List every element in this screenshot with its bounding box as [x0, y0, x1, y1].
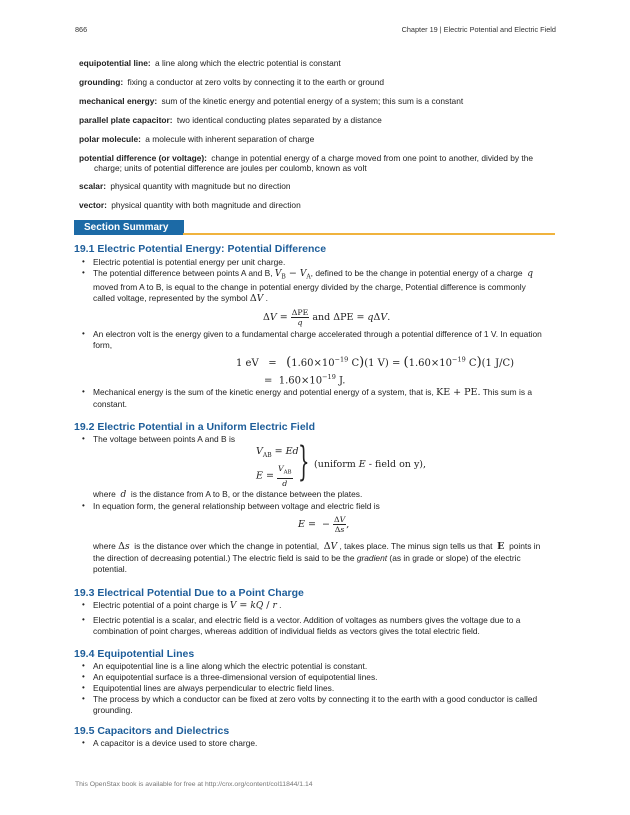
bullet-text-cont: moved from A to B, is equal to the change in potential energy divided by the charge, Potential difference is commonly: [93, 282, 526, 292]
glossary-def: a molecule with inherent separation of charge: [145, 134, 315, 144]
bullet-icon: •: [82, 600, 85, 609]
bullet-icon: •: [82, 257, 85, 266]
bullet-icon: •: [82, 387, 85, 396]
glossary-term: potential difference (or voltage):: [79, 153, 207, 163]
where-text-cont: potential.: [93, 564, 127, 574]
bullet-text: Mechanical energy is the sum of the kinetic energy and potential energy of a system, that is, KE + PE. This sum is a: [93, 387, 533, 398]
glossary-entry: [79, 134, 559, 144]
glossary-term: grounding:: [79, 77, 124, 87]
footer-text: This OpenStax book is available for free at http://cnx.org/content/col11844/1.14: [75, 781, 313, 788]
bullet-text: Equipotential lines are always perpendicular to electric field lines.: [93, 683, 335, 693]
bullet-text: In equation form, the general relationship between voltage and electric field is: [93, 501, 380, 511]
glossary-term: equipotential line:: [79, 58, 151, 68]
bullet-icon: •: [82, 738, 85, 747]
bullet-icon: •: [82, 661, 85, 670]
bullet-text: Electric potential is potential energy per unit charge.: [93, 257, 286, 267]
glossary-term: vector:: [79, 200, 107, 210]
equation-e-field: E = $\frac{V_{AB}}{d}$: [256, 464, 292, 488]
where-text: where d is the distance from A to B, or the distance between the plates.: [93, 489, 363, 500]
bullet-text-cont: called voltage, represented by the symbol ΔV .: [93, 293, 268, 304]
bullet-text: A capacitor is a device used to store charge.: [93, 738, 258, 748]
where-text-cont: the direction of decreasing potential.) The electric field is said to be the gradient (as in grade or slope) of the electric: [93, 553, 521, 563]
equation-delta-v: ΔV = $\frac{\text{ΔPE}}{q}$ and ΔPE = qΔV.: [263, 308, 391, 327]
glossary-entry: [79, 200, 559, 210]
bullet-text: Electric potential of a point charge is V = kQ / r .: [93, 600, 282, 611]
glossary-term: scalar:: [79, 181, 107, 191]
glossary-def: sum of the kinetic energy and potential energy of a system; this sum is a constant: [161, 96, 464, 106]
bullet-text: The process by which a conductor can be fixed at zero volts by connecting it to the earth with a good conductor is called: [93, 694, 538, 704]
heading-19-3: 19.3 Electrical Potential Due to a Point Charge: [74, 587, 304, 599]
bullet-icon: •: [82, 683, 85, 692]
bullet-icon: •: [82, 268, 85, 277]
glossary-entry: [79, 115, 559, 125]
where-text: where Δs is the distance over which the change in potential, ΔV , takes place. The minus sign tells us that E points in: [93, 541, 541, 552]
bullet-icon: •: [82, 672, 85, 681]
equation-electron-volt-result: = $1.60\times 10^{-19}$ J.: [264, 373, 346, 387]
bullet-text: Electric potential is a scalar, and electric field is a vector. Addition of voltages as numbers gives the voltage due to a: [93, 615, 521, 625]
bullet-text: The potential difference between points A and B, $V_B - V_A$, defined to be the change in potential energy of a charge q: [93, 268, 533, 281]
glossary-entry: [79, 153, 559, 174]
bullet-icon: •: [82, 329, 85, 338]
glossary-entry: [79, 96, 559, 106]
bullet-text-cont: constant.: [93, 399, 127, 409]
heading-19-4: 19.4 Equipotential Lines: [74, 648, 195, 660]
glossary-def: physical quantity with magnitude but no direction: [110, 181, 291, 191]
glossary-def: change in potential energy of a charge moved from one point to another, divided by the: [211, 153, 534, 163]
bullet-icon: •: [82, 501, 85, 510]
equation-uniform-note: (uniform E - field on y),: [314, 459, 427, 470]
chapter-title: Chapter 19 | Electric Potential and Electric Field: [401, 25, 556, 34]
equation-electron-volt: 1 eV = ($1.60\times 10^{-19}$ C)(1 $V) = (1.60\times 10^{-19}$ C)(1 J/C): [236, 355, 515, 370]
equation-gradient: E = − $\frac{\Delta V}{\Delta s}$ ,: [298, 515, 350, 534]
brace-icon: }: [298, 439, 310, 485]
bullet-icon: •: [82, 694, 85, 703]
bullet-icon: •: [82, 434, 85, 443]
glossary-term: polar molecule:: [79, 134, 141, 144]
bullet-text: An electron volt is the energy given to a fundamental charge accelerated through a potential difference of 1 V. In equation: [93, 329, 542, 339]
glossary-def-continued: charge; units of potential difference are joules per coulomb, known as volt: [94, 163, 367, 174]
glossary-def: fixing a conductor at zero volts by connecting it to the earth or ground: [127, 77, 385, 87]
section-summary-title: Section Summary: [84, 222, 169, 233]
bullet-icon: •: [82, 615, 85, 624]
glossary-entry: [79, 181, 559, 191]
glossary-def: a line along which the electric potential is constant: [154, 58, 341, 68]
equation-vab: $V_{AB} = Ed$: [256, 446, 299, 459]
section-divider: [183, 233, 555, 235]
heading-19-1: 19.1 Electric Potential Energy: Potential Difference: [74, 243, 327, 255]
heading-19-2: 19.2 Electric Potential in a Uniform Electric Field: [74, 421, 315, 433]
glossary-def: two identical conducting plates separated by a distance: [176, 115, 382, 125]
page-number: 866: [75, 25, 88, 34]
bullet-text: An equipotential surface is a three-dimensional version of equipotential lines.: [93, 672, 378, 682]
glossary-term: mechanical energy:: [79, 96, 158, 106]
bullet-text-cont: form,: [93, 340, 113, 350]
bullet-text-cont: grounding.: [93, 705, 133, 715]
glossary-entry: [79, 58, 559, 68]
bullet-text-cont: combination of point charges, whereas addition of individual fields as vectors gives the total electric field.: [93, 626, 480, 636]
heading-19-5: 19.5 Capacitors and Dielectrics: [74, 725, 230, 737]
bullet-text: The voltage between points A and B is: [93, 434, 236, 444]
glossary-term: parallel plate capacitor:: [79, 115, 173, 125]
bullet-text: An equipotential line is a line along which the electric potential is constant.: [93, 661, 368, 671]
glossary-entry: [79, 77, 559, 87]
glossary-def: physical quantity with both magnitude and direction: [111, 200, 301, 210]
